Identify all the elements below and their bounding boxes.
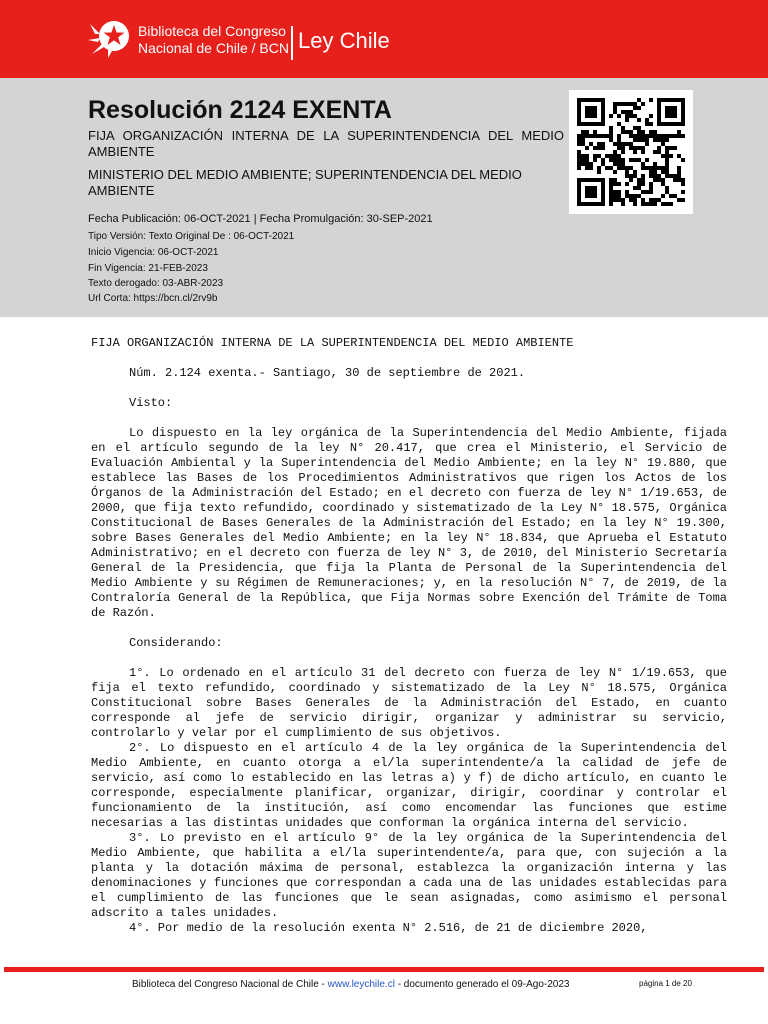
logo-divider [291, 26, 293, 60]
qr-code-icon [577, 98, 685, 206]
footer-divider [4, 967, 764, 972]
qr-code[interactable] [569, 90, 693, 214]
document-title: Resolución 2124 EXENTA [88, 96, 392, 124]
repeal-date: Texto derogado: 03-ABR-2023 [88, 278, 224, 289]
considerando-4: 4°. Por medio de la resolución exenta N° 2.516, de 21 de diciembre 2020, [129, 921, 648, 935]
visto-paragraph: Lo dispuesto en la ley orgánica de la Superintendencia del Medio Ambiente, fijada en el artículo segundo de la ley N° 20.417, que crea el Ministerio, el Servicio de Evaluación Ambiental y la Superintendencia del Medio Ambiente; en la ley N° 19.880, que establece las Bases de los Procedimientos Administrativos que rigen los Actos de los Órganos de la Administración del Estado; en el decreto con fuerza de ley N° 1/19.653, de 2000, que fija texto refundido, coordinado y sistematizado de la Ley N° 18.575, Orgánica Constitucional de Bases Generales de la Administración del Estado; en la ley N° 19.300, sobre Bases Generales del Medio Ambiente; en la ley N° 18.834, que Aprueba el Estatuto Administrativo; en el decreto con fuerza de ley N° 3, de 2010, del Ministerio Secretaría General de la Presidencia, que fija la Planta de Personal de la Superintendencia del Medio Ambiente y su Régimen de Remuneraciones; y, en la resolución N° 7, de 2019, de la Contraloría General de la República, que Fija Normas sobre Exención del Trámite de Toma de Razón. [91, 426, 727, 620]
body-heading: FIJA ORGANIZACIÓN INTERNA DE LA SUPERINTENDENCIA DEL MEDIO AMBIENTE [91, 336, 574, 350]
publication-dates: Fecha Publicación: 06-OCT-2021 | Fecha Promulgación: 30-SEP-2021 [88, 213, 433, 225]
page-number: página 1 de 20 [639, 979, 692, 988]
document-header [0, 78, 768, 317]
version-type: Tipo Versión: Texto Original De : 06-OCT-2021 [88, 231, 295, 242]
short-url[interactable]: Url Corta: https://bcn.cl/2rv9b [88, 293, 218, 304]
document-body [91, 336, 727, 936]
considerando-2: 2°. Lo dispuesto en el artículo 4 de la ley orgánica de la Superintendencia del Medio Ambiente, en cuanto otorga a el/la superintendente/a la calidad de jefe de servicio, así como lo establecido en las letras a) y f) de dicho artículo, en cuanto le corresponde, especialmente planificar, organizar, dirigir, coordinar y controlar el funcionamiento de la institución, así como encomendar las funciones que estime necesarias a las distintas unidades que conforman la orgánica interna del servicio. [91, 741, 727, 830]
leychile-link[interactable]: www.leychile.cl [327, 979, 395, 990]
validity-end: Fin Vigencia: 21-FEB-2023 [88, 263, 208, 274]
footer-generated-date: - documento generado el 09-Ago-2023 [394, 979, 570, 990]
considerando-1: 1°. Lo ordenado en el artículo 31 del decreto con fuerza de ley N° 1/19.653, que fija el texto refundido, coordinado y sistematizado de la Ley N° 18.575, Orgánica Constitucional sobre Bases Generales de la Administración del Estado, en cuanto corresponde al jefe de servicio dirigir, organizar y administrar su servicio, controlarlo y velar por el cumplimiento de sus objetivos. [91, 666, 727, 740]
visto-label: Visto: [129, 396, 173, 410]
footer-text [132, 979, 570, 990]
top-banner [0, 0, 768, 78]
logo-line-2: Nacional de Chile / BCN [138, 40, 289, 56]
document-subtitle: FIJA ORGANIZACIÓN INTERNA DE LA SUPERINTENDENCIA DEL MEDIO AMBIENTE [88, 128, 564, 159]
ley-chile-brand: Ley Chile [298, 28, 390, 53]
bcn-logo[interactable] [86, 14, 390, 64]
issuing-ministry: MINISTERIO DEL MEDIO AMBIENTE; SUPERINTENDENCIA DEL MEDIO AMBIENTE [88, 167, 522, 198]
validity-start: Inicio Vigencia: 06-OCT-2021 [88, 247, 219, 258]
resolution-number: Núm. 2.124 exenta.- Santiago, 30 de septiembre de 2021. [129, 366, 526, 380]
footer-prefix: Biblioteca del Congreso Nacional de Chile - [132, 979, 328, 990]
considerando-label: Considerando: [129, 636, 223, 650]
logo-line-1: Biblioteca del Congreso [138, 23, 286, 39]
bcn-star-icon [86, 14, 132, 60]
considerando-3: 3°. Lo previsto en el artículo 9° de la ley orgánica de la Superintendencia del Medio Ambiente, que habilita a el/la superintendente/a, para que, con sujeción a la planta y la dotación máxima de personal, establezca la organización interna y las denominaciones y funciones que correspondan a cada una de las unidades establecidas para el cumplimiento de las funciones que le sean asignadas, como asimismo el personal adscrito a tales unidades. [91, 831, 727, 920]
